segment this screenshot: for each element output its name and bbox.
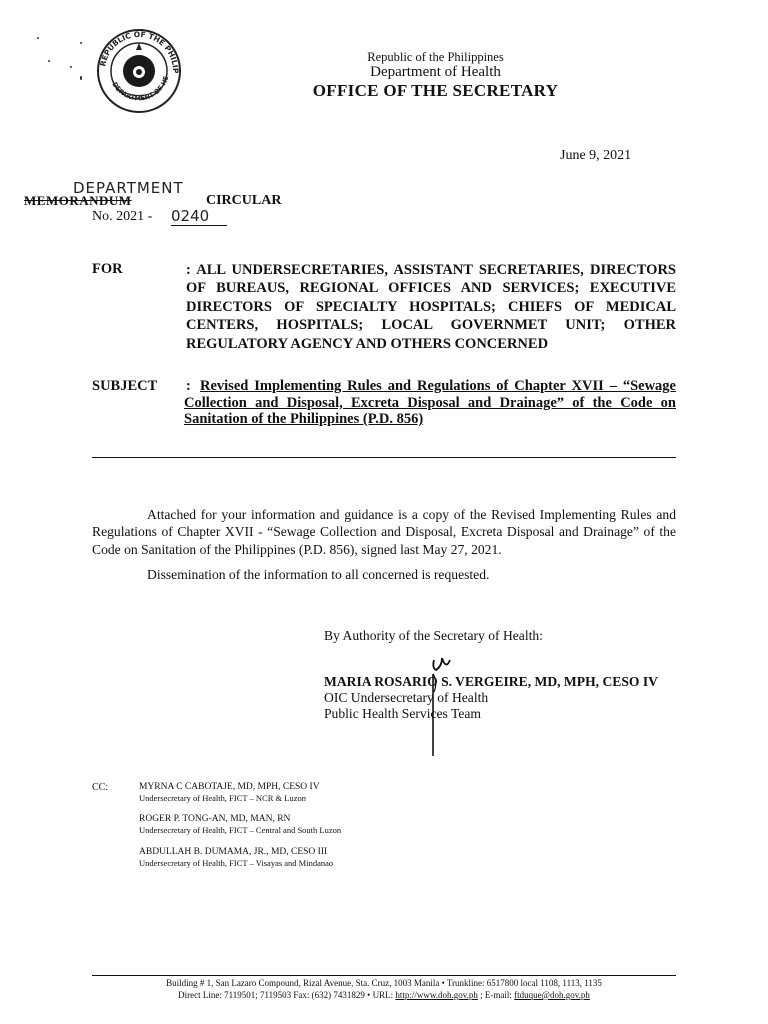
divider bbox=[92, 457, 676, 458]
cc-recipient-name: MYRNA C CABOTAJE, MD, MPH, CESO IV bbox=[139, 782, 320, 792]
header-office: OFFICE OF THE SECRETARY bbox=[312, 81, 559, 100]
seal-text-bottom: DEPARTMENT OF HE bbox=[110, 74, 171, 103]
body-paragraph-1: Attached for your information and guidance is a copy of the Revised Implementing Rules and Regulations of Chapter XVII - “Sewage Collection and Disposal, Excreta Disposal and Drainage” of the Code on Sanitation of the Philippines (P.D. 856), signed last May 27, 2021. bbox=[92, 507, 676, 557]
footer-contacts bbox=[0, 990, 768, 1000]
header-department: Department of Health bbox=[370, 64, 501, 80]
document-date: June 9, 2021 bbox=[560, 148, 632, 163]
subject-colon: : bbox=[186, 378, 191, 394]
circular-number-prefix: No. 2021 - bbox=[92, 209, 153, 224]
seal-text-top: REPUBLIC OF THE PHILIP bbox=[98, 29, 181, 74]
footer-email-link[interactable]: ftduque@doh.gov.ph bbox=[514, 990, 590, 1000]
cc-recipient bbox=[139, 814, 341, 836]
cc-recipient-position: Undersecretary of Health, FICT – NCR & Luzon bbox=[139, 793, 306, 803]
footer-url-link[interactable]: http://www.doh.gov.ph bbox=[395, 990, 478, 1000]
circular-number-value: 0240 bbox=[171, 207, 227, 226]
cc-recipient-position: Undersecretary of Health, FICT – Visayas and Mindanao bbox=[139, 858, 334, 868]
cc-recipient bbox=[139, 782, 320, 804]
handwritten-circular-type: DEPARTMENT bbox=[73, 179, 184, 197]
signatory-title-2: Public Health Services Team bbox=[324, 706, 481, 721]
body-paragraph-2: Dissemination of the information to all concerned is requested. bbox=[147, 567, 490, 582]
struck-circular-type: MEMORANDUM bbox=[24, 193, 132, 208]
cc-recipient-name: ABDULLAH B. DUMAMA, JR., MD, CESO III bbox=[139, 847, 328, 857]
for-recipients: : ALL UNDERSECRETARIES, ASSISTANT SECRETARIES, DIRECTORS OF BUREAUS, REGIONAL OFFICES AND SERVICES; EXECUTIVE DIRECTORS OF SPECIALTY HOSPITALS; CHIEFS OF MEDICAL CENTERS, HOSPITALS; LOCAL GOVERNMET UNIT; OTHER REGULATORY AGENCY AND OTHERS CONCERNED bbox=[186, 262, 676, 352]
signatory-name: MARIA ROSARIO S. VERGEIRE, MD, MPH, CESO IV bbox=[324, 674, 658, 689]
cc-recipient-position: Undersecretary of Health, FICT – Central and South Luzon bbox=[139, 825, 342, 835]
signatory-title-1: OIC Undersecretary of Health bbox=[324, 690, 489, 705]
cc-recipient bbox=[139, 847, 333, 869]
by-authority-line: By Authority of the Secretary of Health: bbox=[324, 628, 543, 643]
circular-label: CIRCULAR bbox=[206, 193, 282, 208]
subject-text: Revised Implementing Rules and Regulations of Chapter XVII – “Sewage Collection and Disposal, Excreta Disposal and Drainage” of the Code on Sanitation of the Philippines (P.D. 856) bbox=[184, 378, 676, 427]
scan-speck bbox=[80, 42, 82, 44]
cc-recipient-name: ROGER P. TONG-AN, MD, MAN, RN bbox=[139, 814, 291, 824]
header-republic: Republic of the Philippines bbox=[367, 50, 504, 64]
footer-email-prefix: ; E-mail: bbox=[477, 990, 515, 1000]
footer-contacts-prefix: Direct Line: 7119501; 7119503 Fax: (632) 7431829 • URL: bbox=[178, 990, 396, 1000]
scan-speck bbox=[37, 37, 39, 39]
footer-divider bbox=[92, 975, 676, 976]
footer-address: Building # 1, San Lazaro Compound, Rizal Avenue, Sta. Cruz, 1003 Manila • Trunkline: 6517800 local 1108, 1113, 1135 bbox=[166, 978, 602, 988]
subject-label: SUBJECT bbox=[92, 378, 158, 394]
for-label: FOR bbox=[92, 261, 123, 277]
cc-label: CC: bbox=[92, 782, 109, 793]
